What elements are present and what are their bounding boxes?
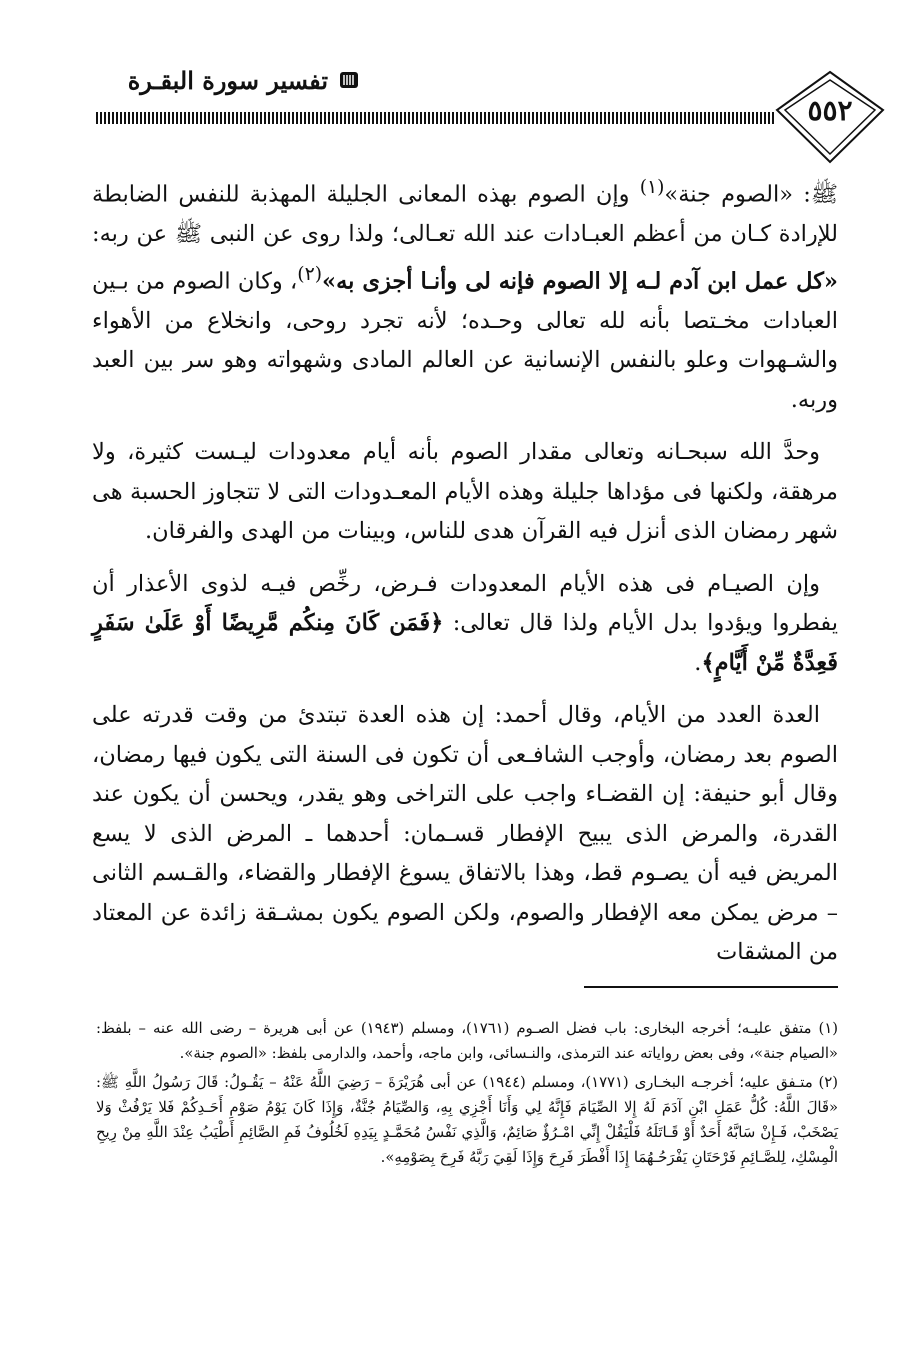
body-text	[92, 168, 838, 986]
footnote-divider	[584, 986, 838, 988]
hadith-quote: «كل عمل ابن آدم لـه إلا الصوم فإنه لى وأنـا أجزى به»	[322, 268, 838, 294]
running-title	[80, 60, 360, 100]
footnote-1: (١) متفق عليـه؛ أخرجه البخارى: باب فضل الصـوم (١٧٦١)، ومسلم (١٩٤٣) عن أبى هريرة – رضى الله عنه – بلفظ: «الصيام جنة»، وفى بعض رواياته عند الترمذى، والنـسائى، وابن ماجه، وأحمد، والدارمى بلفظ: «الصوم جنة».	[96, 1020, 838, 1062]
p1-text-a: ﷺ: «الصوم جنة»	[664, 181, 838, 208]
footnote-ref-1: (١)	[639, 177, 665, 198]
p3-text-a: وإن الصيـام فى هذه الأيام المعدودات فـرض، رخِّص فيـه لذوى الأعذار أن يفطروا ويؤدوا بدل الأيام ولذا قال تعالى:	[92, 570, 838, 636]
paragraph-2: وحدَّ الله سبحـانه وتعالى مقدار الصوم بأنه أيام معدودات ليـست كثيرة، ولا مرهقة، ولكنها فى مؤداها جليلة وهذه الأيام المعـدودات التى لا تتجاوز الحسبة هى شهر رمضان الذى أنزل فيه القرآن هدى للناس، وبينات من الهدى والفرقان.	[92, 439, 838, 544]
footnotes	[96, 1016, 838, 1174]
header-rule	[96, 112, 776, 124]
p1-text-c: ، وكان الصوم من بـين العبادات مخـتصا بأنه لله تعالى وحـده؛ لأنه تجرد روحى، وانخلاع من الأهواء والشـهوات وعلو بالنفس الإنسانية عن العالم المادى وشهواته وهو سر بين العبد وربه.	[92, 268, 838, 413]
paragraph-1	[92, 168, 838, 420]
page-number: ٥٥٢	[807, 93, 853, 127]
p1-text-b: وإن الصوم بهذه المعانى الجليلة المهذبة للنفس الضابطة للإرادة كـان من أعظم العبـادات عند الله تعـالى؛ ولذا روى عن النبى ﷺ عن ربه:	[92, 181, 838, 247]
ornament-icon	[338, 69, 360, 91]
footnote-ref-2: (٢)	[297, 263, 323, 285]
page-header	[0, 0, 920, 170]
p3-text-b: .	[694, 649, 702, 676]
quran-verse: ﴿فَمَن كَانَ مِنكُم مَّرِيضًا أَوْ عَلَىٰ سَفَرٍ فَعِدَّةٌ مِّنْ أَيَّامٍ﴾	[92, 610, 838, 676]
running-title-text: تفسير سورة البقـرة	[127, 65, 328, 95]
paragraph-3	[92, 565, 838, 684]
paragraph-4: العدة العدد من الأيام، وقال أحمد: إن هذه العدة تبتدئ من وقت قدرته على الصوم بعد رمضان، وأوجب الشافـعى أن تكون فى السنة التى يكون فيها رمضان، وقال أبو حنيفة: إن القضـاء واجب على التراخى وهو يقدر، ويحسن أن يكون عند القدرة، والمرض الذى يبيح الإفطار قسـمان: أحدهما ـ المرض الذى لا يسع المريض فيه أن يصـوم قط، وهذا بالاتفاق يسوغ الإفطار والقضاء، والقـسم الثانى – مرض يمكن معه الإفطار والصوم، ولكن الصوم يكون بمشـقة زائدة عن المعتاد من المشقات	[92, 702, 838, 965]
footnote-2: (٢) متـفق عليه؛ أخرجـه البخـارى (١٧٧١)، ومسلم (١٩٤٤) عن أبى هُرَيْرَةَ – رَضِيَ اللَّهُ عَنْهُ – يَقُـولُ: قَالَ رَسُولُ اللَّهِ ﷺ: «قَالَ اللَّهُ: كُلُّ عَمَلِ ابْنِ آدَمَ لَهُ إِلا الصِّيَامَ فَإِنَّهُ لِي وَأَنَا أَجْزِي بِهِ، وَالصِّيَامُ جُنَّةٌ، وَإِذَا كَانَ يَوْمُ صَوْمِ أَحَـدِكُمْ فَلا يَرْفُثْ وَلا يَصْخَبْ، فَـإِنْ سَابَّهُ أَحَدٌ أَوْ قَـاتَلَهُ فَلْيَقُلْ إِنِّي امْـرُؤٌ صَائِمٌ، وَالَّذِي نَفْسُ مُحَمَّـدٍ بِيَدِهِ لَخُلُوفُ فَمِ الصَّائِمِ أَطْيَبُ عِنْدَ اللَّهِ مِنْ رِيحِ الْمِسْكِ، لِلصَّـائِمِ فَرْحَتَانِ يَفْرَحُـهُمَا إِذَا أَفْطَرَ فَرِحَ وَإِذَا لَقِيَ رَبَّهُ فَرِحَ بِصَوْمِهِ».	[96, 1074, 838, 1166]
